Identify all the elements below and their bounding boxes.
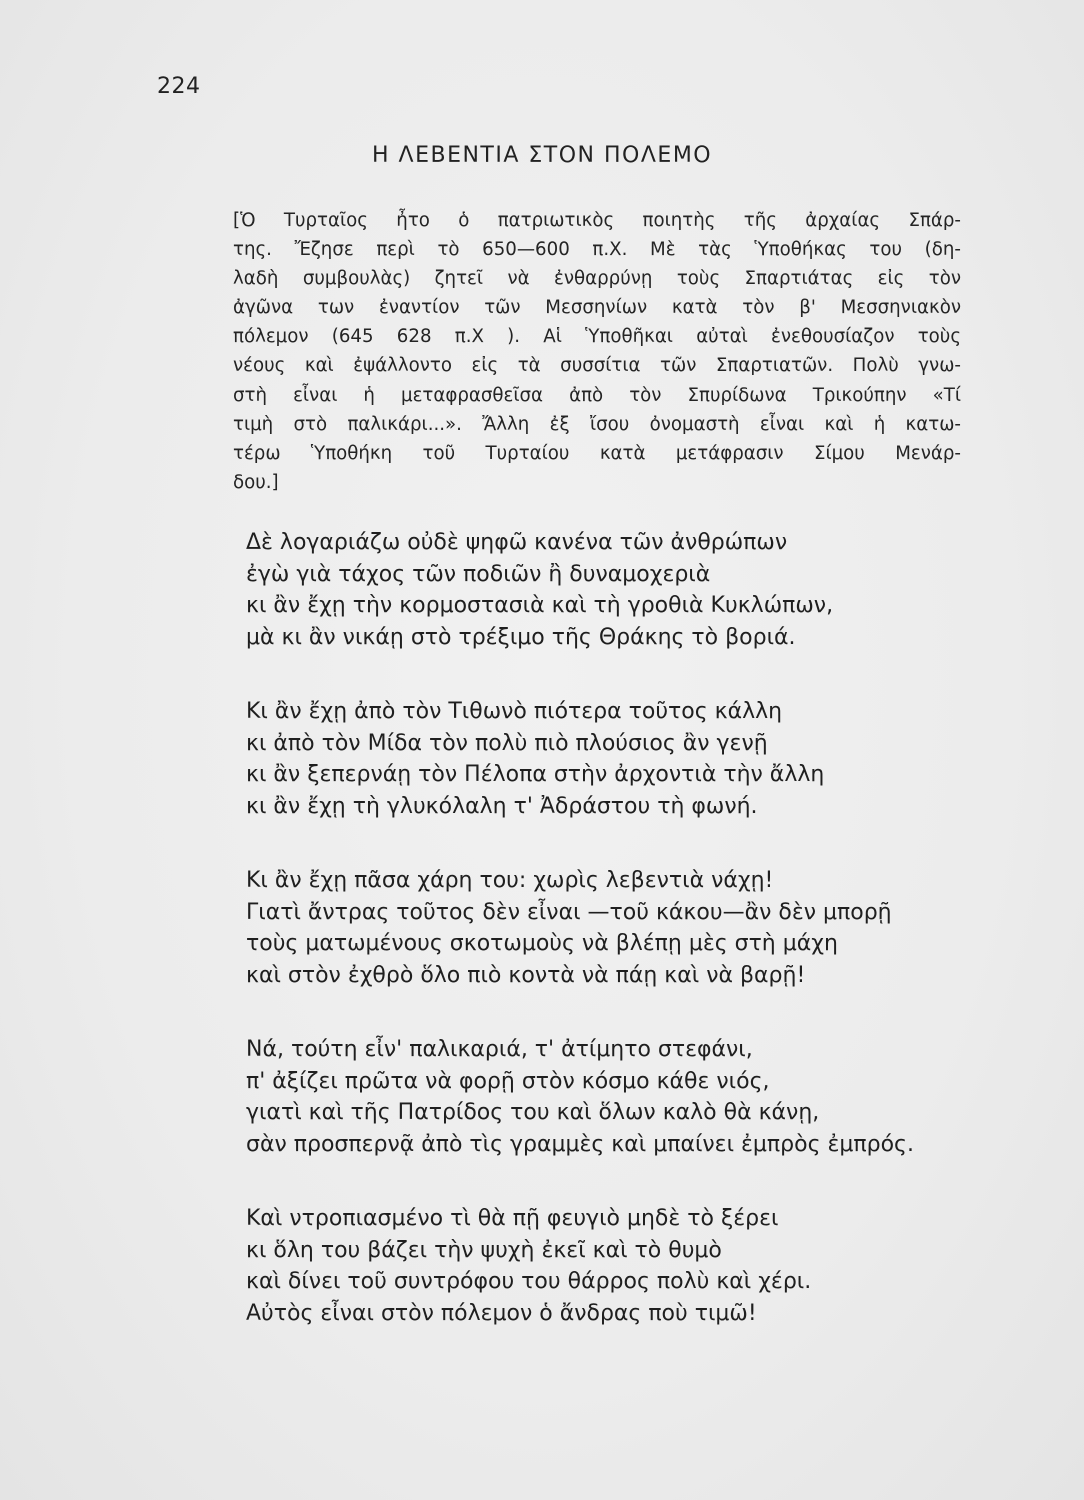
verse-line: Δὲ λογαριάζω οὐδὲ ψηφῶ κανένα τῶν ἀνθρώπων (246, 530, 788, 555)
verse-line: Γιατὶ ἄντρας τοῦτος δὲν εἶναι —τοῦ κάκου—ἂν δὲν μπορῇ (246, 899, 892, 925)
verse-line: καὶ στὸν ἐχθρὸ ὅλο πιὸ κοντὰ νὰ πάῃ καὶ νὰ βαρῇ! (246, 962, 806, 988)
verse-line: κι ἀπὸ τὸν Μίδα τὸν πολὺ πιὸ πλούσιος ἂν γενῇ (246, 730, 768, 756)
verse-line: Νά, τούτη εἶν' παλικαριά, τ' ἀτίμητο στεφάνι, (246, 1037, 753, 1062)
verse-line: κι ἂν ἔχῃ τὴν κορμοστασιὰ καὶ τὴ γροθιὰ Κυκλώπων, (246, 593, 834, 618)
verse-line: π' ἀξίζει πρῶτα νὰ φορῇ στὸν κόσμο κάθε νιός, (246, 1068, 770, 1094)
intro-line: δου.] (233, 471, 279, 493)
intro-line: πόλεμον (645 628 π.Χ ). Αἱ Ὑποθῆκαι αὐταὶ ἐνεθουσίαζον τοὺς (233, 326, 961, 348)
intro-paragraph (233, 206, 961, 497)
verse-line: Αὐτὸς εἶναι στὸν πόλεμον ὁ ἄνδρας ποὺ τιμῶ! (246, 1300, 757, 1326)
verse-line: κι ἂν ἔχῃ τὴ γλυκόλαλη τ' Ἀδράστου τὴ φωνή. (246, 793, 758, 819)
intro-line: στὴ εἶναι ἡ μεταφρασθεῖσα ἀπὸ τὸν Σπυρίδωνα Τρικούπην «Τί (233, 384, 961, 406)
intro-line: λαδὴ συμβουλὰς) ζητεῖ νὰ ἐνθαρρύνῃ τοὺς Σπαρτιάτας εἰς τὸν (233, 268, 961, 290)
verse-line: μὰ κι ἂν νικάῃ στὸ τρέξιμο τῆς Θράκης τὸ βοριά. (246, 624, 796, 650)
stanza-3 (246, 865, 966, 993)
verse-line: γιατὶ καὶ τῆς Πατρίδος του καὶ ὅλων καλὸ θὰ κάνῃ, (246, 1100, 820, 1125)
stanza-gap (246, 824, 966, 865)
verse-line: Κι ἂν ἔχῃ ἀπὸ τὸν Τιθωνὸ πιότερα τοῦτος κάλλη (246, 699, 783, 724)
stanza-gap (246, 993, 966, 1034)
verse-line: κι ὅλη του βάζει τὴν ψυχὴ ἐκεῖ καὶ τὸ θυμὸ (246, 1237, 722, 1263)
verse-line: καὶ δίνει τοῦ συντρόφου του θάρρος πολὺ καὶ χέρι. (246, 1269, 812, 1294)
verse-line: τοὺς ματωμένους σκοτωμοὺς νὰ βλέπῃ μὲς στὴ μάχη (246, 931, 838, 956)
intro-line: [Ὁ Τυρταῖος ἦτο ὁ πατριωτικὸς ποιητὴς τῆς ἀρχαίας Σπάρ- (233, 210, 961, 231)
stanza-gap (246, 1162, 966, 1203)
intro-line: της. Ἔζησε περὶ τὸ 650—600 π.Χ. Μὲ τὰς Ὑποθήκας του (δη- (233, 239, 961, 261)
page-number: 224 (157, 74, 201, 99)
stanza-1 (246, 527, 966, 655)
poem-title: Η ΛΕΒΕΝΤΙΑ ΣΤΟΝ ΠΟΛΕΜΟ (372, 143, 713, 168)
intro-line: τιμὴ στὸ παλικάρι...». Ἄλλη ἐξ ἴσου ὀνομαστὴ εἶναι καὶ ἡ κατω- (233, 413, 961, 435)
intro-line: τέρω Ὑποθήκη τοῦ Τυρταίου κατὰ μετάφρασιν Σίμου Μενάρ- (233, 442, 961, 464)
verse-line: ἐγὼ γιὰ τάχος τῶν ποδιῶν ἢ δυναμοχεριὰ (246, 561, 711, 587)
stanza-2 (246, 696, 966, 824)
verse-line: Κι ἂν ἔχῃ πᾶσα χάρη του: χωρὶς λεβεντιὰ νάχῃ! (246, 868, 774, 893)
verse-line: κι ἂν ξεπερνάῃ τὸν Πέλοπα στὴν ἀρχοντιὰ τὴν ἄλλη (246, 762, 825, 787)
verse-line: σὰν προσπερνᾷ ἀπὸ τὶς γραμμὲς καὶ μπαίνει ἐμπρὸς ἐμπρός. (246, 1131, 914, 1157)
intro-line: ἀγῶνα των ἐναντίον τῶν Μεσσηνίων κατὰ τὸν β' Μεσσηνιακὸν (233, 297, 961, 319)
poem-body (246, 527, 966, 1331)
stanza-4 (246, 1034, 966, 1162)
stanza-gap (246, 655, 966, 696)
verse-line: Καὶ ντροπιασμένο τὶ θὰ πῇ φευγιὸ μηδὲ τὸ ξέρει (246, 1206, 779, 1231)
stanza-5 (246, 1203, 966, 1331)
intro-line: νέους καὶ ἐψάλλοντο εἰς τὰ συσσίτια τῶν Σπαρτιατῶν. Πολὺ γνω- (233, 355, 961, 377)
